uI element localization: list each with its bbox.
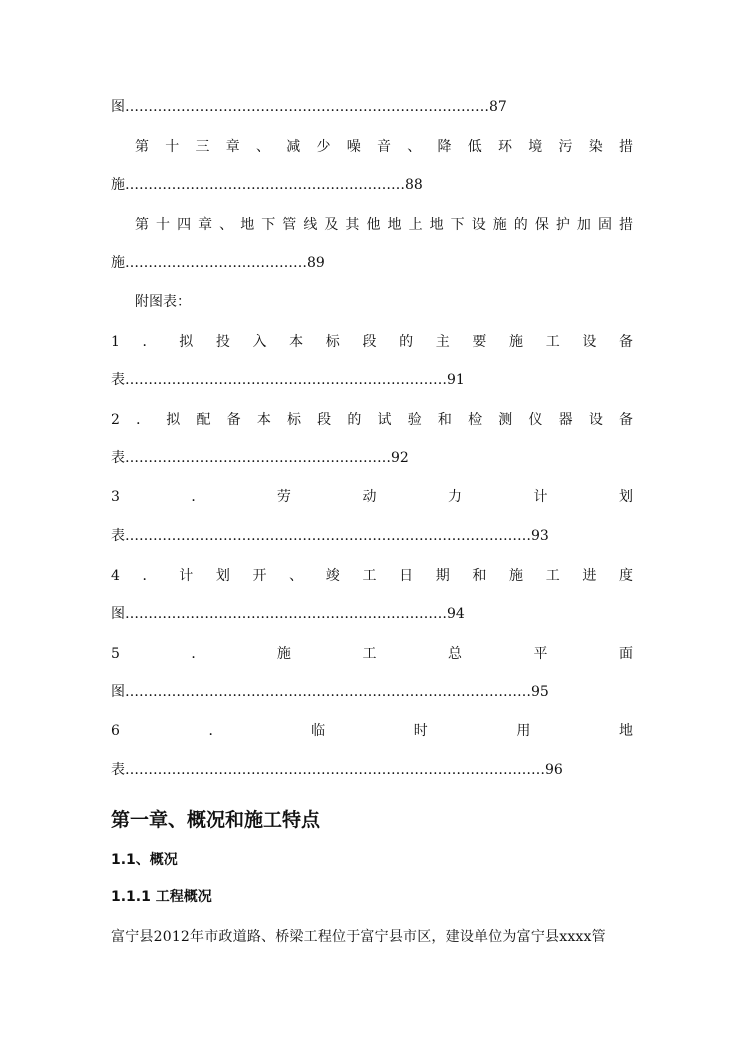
toc-line-3: 施……………………………………………………88: [111, 177, 423, 193]
toc-line-4-text: 第十四章、地下管线及其他地上地下设施的保护加固措: [135, 217, 633, 233]
toc-line-14: 图……………………………………………………………94: [111, 606, 465, 622]
section-heading-1-1: 1.1、概况: [111, 852, 178, 868]
body-paragraph: 富宁县2012年市政道路、桥梁工程位于富宁县市区，建设单位为富宁县xxxx管: [111, 929, 606, 945]
chapter-title: 第一章、概况和施工特点: [111, 809, 321, 831]
toc-line-8: 表……………………………………………………………91: [111, 372, 465, 388]
toc-line-7: 1．拟投入本标段的主要施工设备: [111, 334, 633, 350]
toc-line-17: 6．临时用地: [111, 723, 633, 739]
toc-line-1: 图……………………………………………………………………87: [111, 99, 507, 115]
section-heading-1-1-1: 1.1.1 工程概况: [111, 889, 212, 905]
toc-line-4: [135, 216, 633, 234]
toc-line-2-text: 第十三章、减少噪音、降低环境污染措: [135, 139, 633, 155]
toc-line-15: 5．施工总平面: [111, 646, 633, 662]
toc-line-10: 表…………………………………………………92: [111, 450, 409, 466]
toc-line-5: 施…………………………………89: [111, 255, 325, 271]
toc-line-11: 3．劳动力计划: [111, 489, 633, 505]
toc-line-12: 表……………………………………………………………………………93: [111, 528, 549, 544]
toc-line-18: 表………………………………………………………………………………96: [111, 762, 563, 778]
toc-line-13: 4．计划开、竣工日期和施工进度: [111, 568, 633, 584]
toc-line-16: 图……………………………………………………………………………95: [111, 684, 549, 700]
toc-line-2: [135, 138, 633, 156]
toc-line-6: 附图表：: [135, 294, 191, 310]
toc-line-9: 2．拟配备本标段的试验和检测仪器设备: [111, 412, 633, 428]
